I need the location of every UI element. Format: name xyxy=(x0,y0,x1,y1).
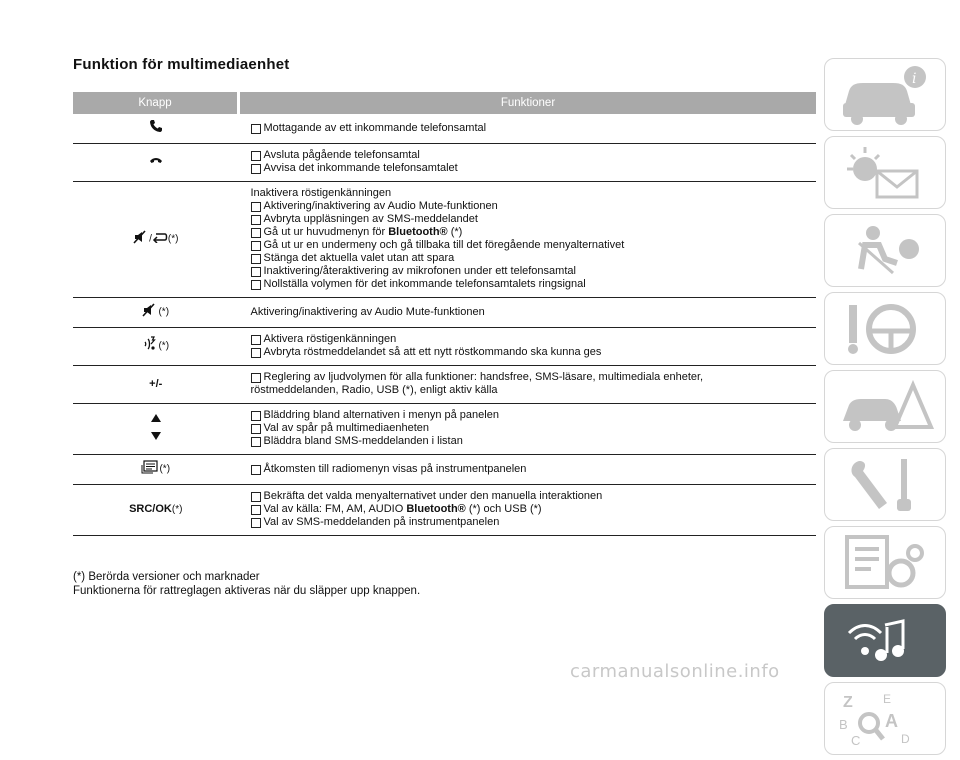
footnotes xyxy=(73,570,420,598)
key-suffix: (*) xyxy=(159,463,171,475)
function-cell xyxy=(239,114,817,144)
function-cell xyxy=(239,144,817,182)
mute-icon xyxy=(142,303,158,321)
key-cell xyxy=(73,328,239,366)
table-row xyxy=(73,328,816,366)
key-suffix: (*) xyxy=(167,233,179,245)
key-cell xyxy=(73,485,239,536)
table-row xyxy=(73,404,816,455)
list-item: Mottagande av ett inkommande telefonsamtal xyxy=(251,122,817,135)
tab-multimedia[interactable] xyxy=(824,604,946,677)
tab-index[interactable] xyxy=(824,682,946,755)
key-cell xyxy=(73,366,239,404)
key-cell xyxy=(73,404,239,455)
table-row xyxy=(73,366,816,404)
list-item: Bekräfta det valda menyalternativet under den manuella interaktionen xyxy=(251,490,817,503)
svg-text:Z: Z xyxy=(843,694,853,711)
list-item-note: (*) och USB (*) xyxy=(465,503,542,515)
chapter-tabs xyxy=(824,58,948,760)
bluetooth-label: Bluetooth® xyxy=(388,226,448,238)
function-cell xyxy=(239,182,817,298)
function-table xyxy=(73,92,816,536)
list-item: Gå ut ur en undermeny och gå tillbaka till det föregående menyalternativet xyxy=(251,239,817,252)
tab-technical-data[interactable] xyxy=(824,526,946,599)
bluetooth-label: Bluetooth® xyxy=(406,503,466,515)
list-item: Avsluta pågående telefonsamtal xyxy=(251,149,817,162)
tab-driving[interactable] xyxy=(824,292,946,365)
maintenance-tools-icon xyxy=(835,453,935,517)
function-cell xyxy=(239,485,817,536)
phone-hangup-icon xyxy=(149,155,163,169)
list-item-continuation: röstmeddelanden, Radio, USB (*), enligt aktiv källa xyxy=(250,384,498,396)
tab-car-info[interactable] xyxy=(824,58,946,131)
svg-text:A: A xyxy=(885,711,898,731)
function-cell xyxy=(239,366,817,404)
key-suffix: (*) xyxy=(158,340,170,352)
list-item: Nollställa volymen för det inkommande telefonsamtalets ringsignal xyxy=(251,278,817,291)
table-row xyxy=(73,114,816,144)
table-row xyxy=(73,455,816,485)
footnote: (*) Berörda versioner och marknader xyxy=(73,571,260,583)
page-title: Funktion för multimediaenhet xyxy=(73,56,290,73)
svg-text:D: D xyxy=(901,732,910,746)
list-item: Avvisa det inkommande telefonsamtalet xyxy=(251,162,817,175)
phone-answer-icon xyxy=(149,119,163,137)
warning-lights-icon xyxy=(835,141,935,205)
breakdown-icon xyxy=(835,375,935,439)
list-item-text: Val av källa: FM, AM, AUDIO xyxy=(263,503,407,515)
multimedia-icon xyxy=(835,609,935,673)
function-cell xyxy=(239,328,817,366)
tab-safety[interactable] xyxy=(824,214,946,287)
list-item: Avbryta röstmeddelandet så att ett nytt röstkommando ska kunna ges xyxy=(251,346,817,359)
list-item: Aktivering/inaktivering av Audio Mute-funktionen xyxy=(251,200,817,213)
seat-airbag-icon xyxy=(835,219,935,283)
header-knapp: Knapp xyxy=(73,92,239,114)
list-item: Inaktivering/återaktivering av mikrofonen under ett telefonsamtal xyxy=(251,265,817,278)
list-item: Reglering av ljudvolymen för alla funktioner: handsfree, SMS-läsare, multimediala enheter, xyxy=(251,371,817,384)
list-item-text: Gå ut ur huvudmenyn för xyxy=(263,226,389,238)
list-item xyxy=(251,226,817,239)
technical-data-icon xyxy=(835,531,935,595)
release-note: Funktionerna för rattreglagen aktiveras när du släpper upp knappen. xyxy=(73,585,421,597)
key-suffix: (*) xyxy=(171,504,183,515)
list-item: Bläddring bland alternativen i menyn på panelen xyxy=(251,409,817,422)
table-row xyxy=(73,485,816,536)
table-row xyxy=(73,144,816,182)
list-item: Avbryta uppläsningen av SMS-meddelandet xyxy=(251,213,817,226)
tab-warning-lights[interactable] xyxy=(824,136,946,209)
volume-key-label: +/- xyxy=(149,377,163,390)
function-cell xyxy=(239,404,817,455)
mute-icon xyxy=(133,230,149,248)
tab-emergency[interactable] xyxy=(824,370,946,443)
car-info-icon xyxy=(835,63,935,127)
key-cell xyxy=(73,455,239,485)
key-cell xyxy=(73,144,239,182)
list-item: Val av spår på multimediaenheten xyxy=(251,422,817,435)
function-cell xyxy=(239,455,817,485)
back-icon xyxy=(152,231,168,247)
header-funktioner: Funktioner xyxy=(239,92,817,114)
function-text: Aktivering/inaktivering av Audio Mute-funktionen xyxy=(250,305,485,318)
svg-text:C: C xyxy=(851,733,861,748)
src-ok-key-label: SRC/OK xyxy=(129,503,172,515)
tab-maintenance[interactable] xyxy=(824,448,946,521)
index-icon xyxy=(835,687,935,751)
function-intro: Inaktivera röstigenkänningen xyxy=(250,187,392,199)
list-item: Val av SMS-meddelanden på instrumentpanelen xyxy=(251,516,817,529)
key-cell: / (*) xyxy=(73,182,239,298)
list-item xyxy=(251,503,817,516)
steering-wheel-icon xyxy=(835,297,935,361)
voice-icon xyxy=(142,336,158,356)
watermark: carmanualsonline.info xyxy=(570,661,780,682)
list-item: Bläddra bland SMS-meddelanden i listan xyxy=(251,435,817,448)
display-icon xyxy=(141,460,159,478)
svg-text:i: i xyxy=(912,71,917,87)
key-cell xyxy=(73,114,239,144)
key-suffix: (*) xyxy=(158,306,170,318)
list-item-note: (*) xyxy=(447,226,463,238)
key-cell xyxy=(73,298,239,328)
up-down-arrows-icon xyxy=(150,412,162,446)
function-cell xyxy=(239,298,817,328)
svg-text:E: E xyxy=(883,692,892,706)
list-item: Stänga det aktuella valet utan att spara xyxy=(251,252,817,265)
svg-text:B: B xyxy=(839,717,848,732)
list-item: Åtkomsten till radiomenyn visas på instrumentpanelen xyxy=(251,463,817,476)
table-row xyxy=(73,298,816,328)
list-item: Aktivera röstigenkänningen xyxy=(251,333,817,346)
table-row xyxy=(73,182,816,298)
